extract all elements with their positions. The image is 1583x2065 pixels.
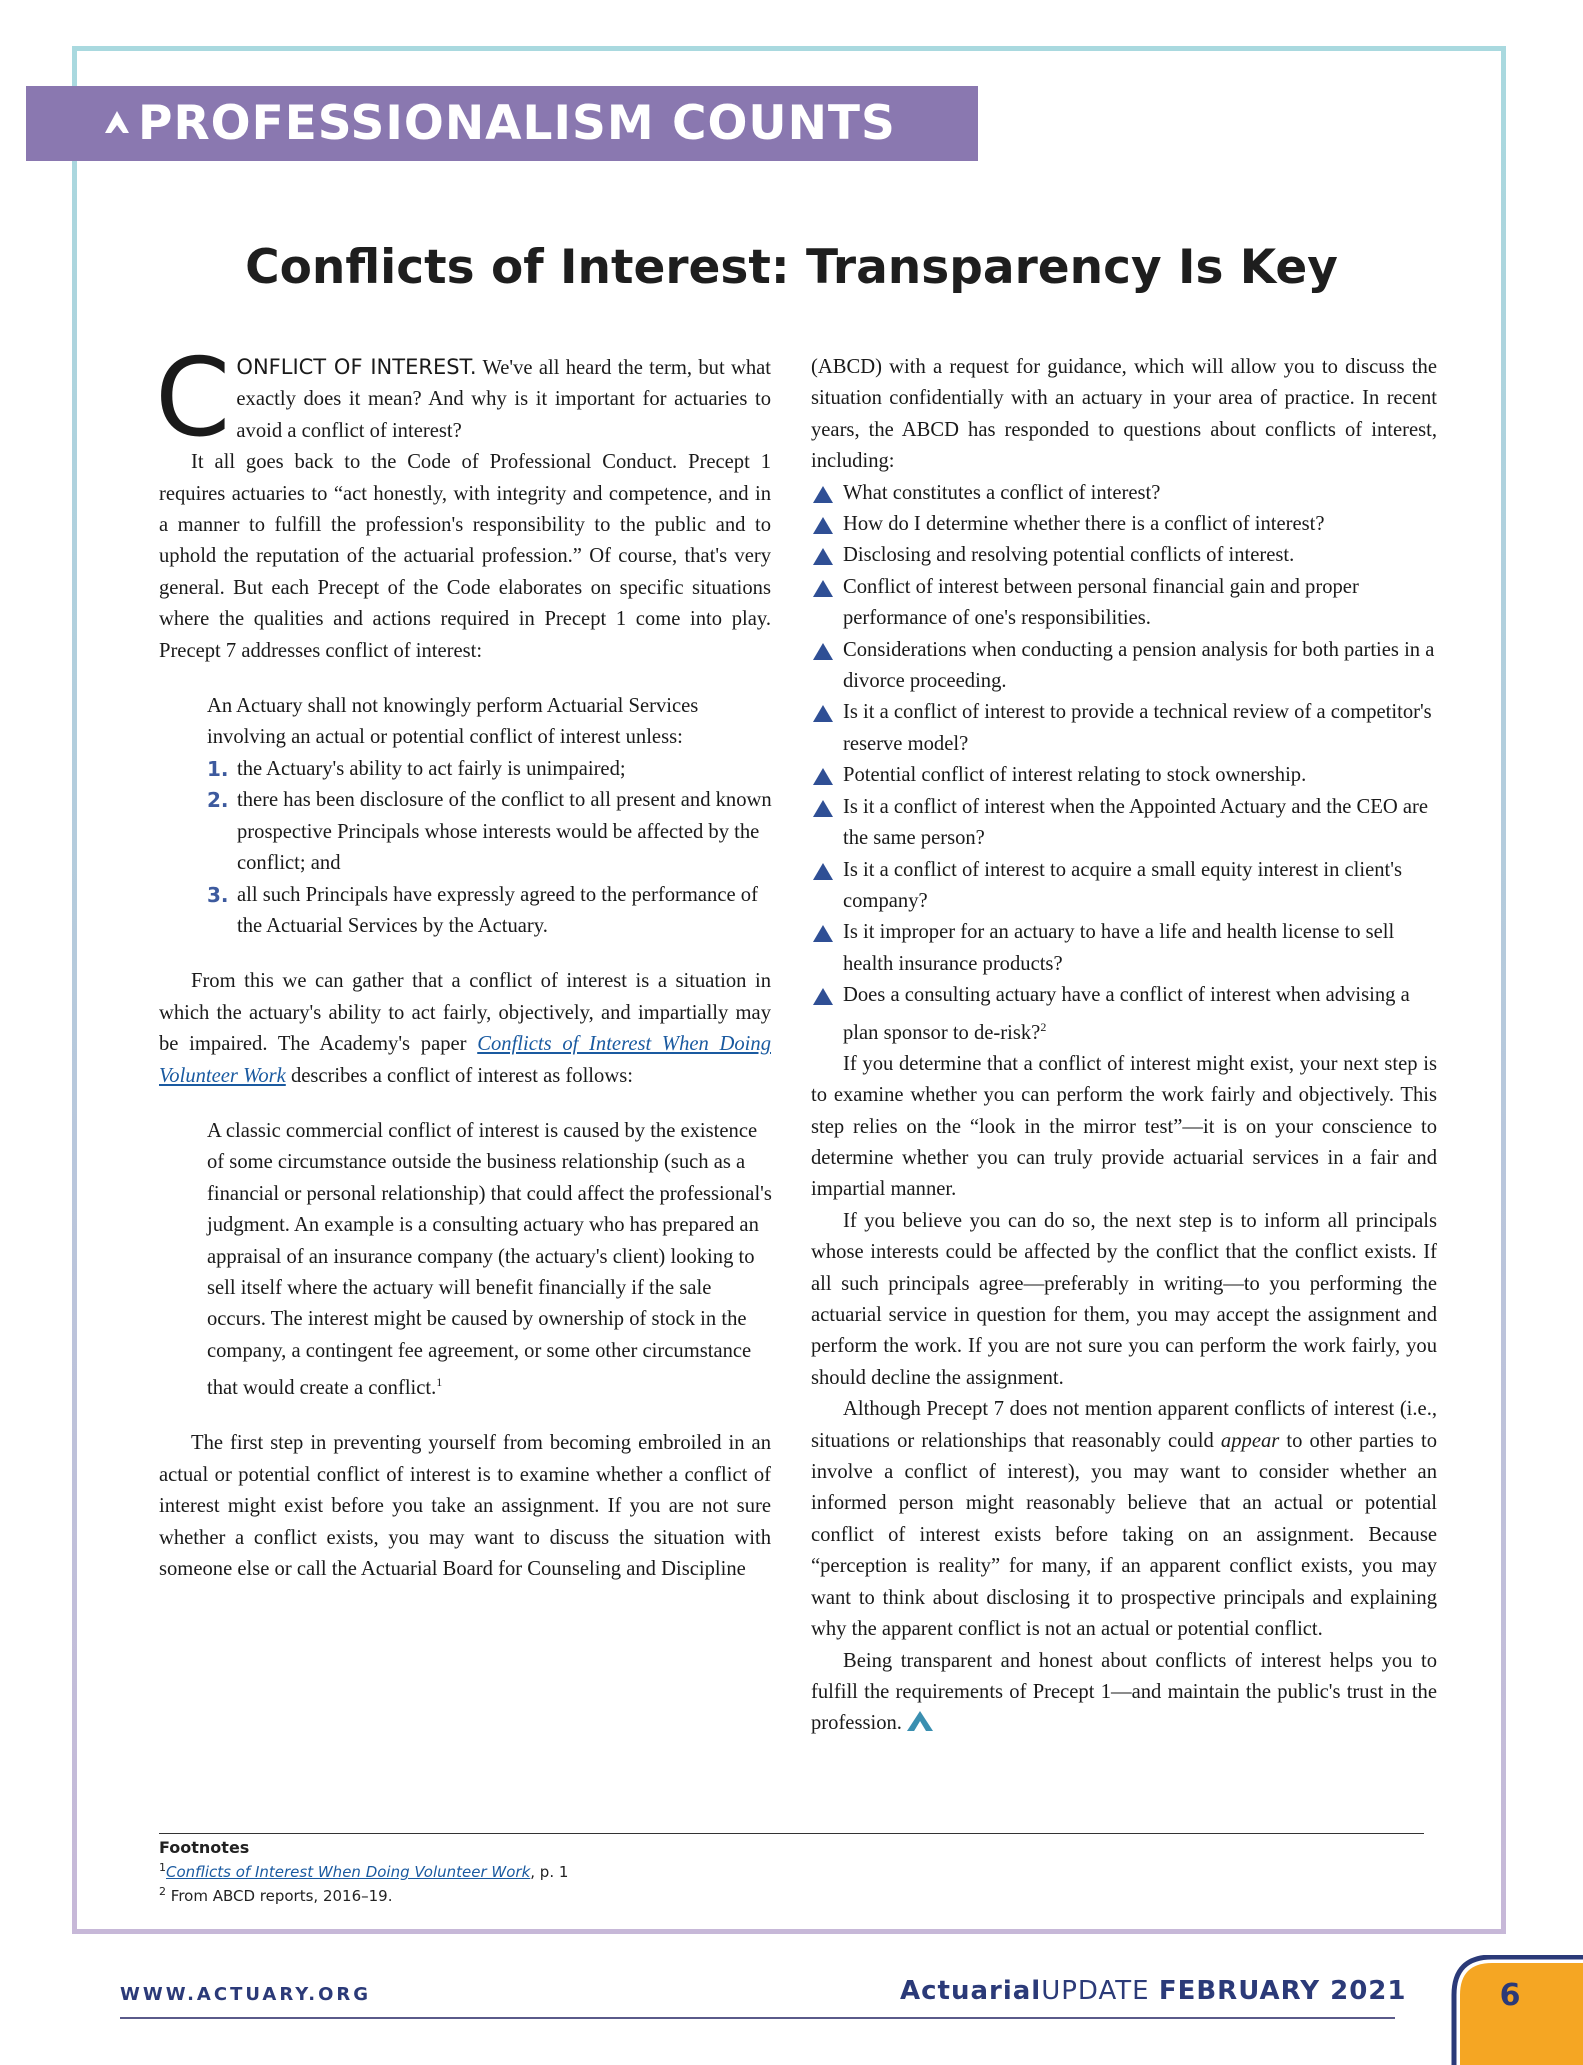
footnote-divider: [159, 1833, 1424, 1834]
item-text: Considerations when conducting a pension analysis for both parties in a divorce proceeding.: [843, 638, 1435, 693]
article-title: Conflicts of Interest: Transparency Is Key: [245, 240, 1338, 295]
triangle-bullet-icon: [813, 863, 833, 880]
item-text: Is it improper for an actuary to have a life and health license to sell health insurance products?: [843, 921, 1395, 975]
triangle-bullet-icon: [813, 800, 833, 817]
triangle-bullet-icon: [813, 548, 833, 565]
list-item: [207, 754, 773, 785]
text: A classic commercial conflict of interest is caused by the existence of some circumstance outside the business relationship (such as a financial or personal relationship) that could affect the professional's judgment. An example is a consulting actuary who has prepared an appraisal of an insurance company (the actuary's client) looking to sell itself where the actuary will benefit financially if the sale occurs. The interest might be caused by ownership of stock in the company, a contingent fee agreement, or some other circumstance that would create a conflict.: [207, 1119, 772, 1400]
item-text: Does a consulting actuary have a conflict of interest when advising a plan sponsor to de-risk?: [843, 984, 1410, 1044]
intro-text: We've all heard the term, but what exactly does it mean? And why is it important for actuaries to avoid a conflict of interest?: [236, 357, 771, 442]
text: describes a conflict of interest as follows:: [285, 1064, 633, 1087]
list-item: [811, 855, 1437, 918]
item-number: 1.: [207, 756, 229, 781]
triangle-bullet-icon: [813, 988, 833, 1005]
footnote-ref: 1: [436, 1375, 443, 1390]
quote-intro: An Actuary shall not knowingly perform Actuarial Services involving an actual or potential conflict of interest unless:: [207, 695, 699, 749]
triangle-bullet-icon: [813, 768, 833, 785]
footnotes-heading: Footnotes: [159, 1838, 250, 1857]
left-column: [155, 336, 772, 1585]
item-text: the Actuary's ability to act fairly is unimpaired;: [237, 757, 626, 780]
item-text: Disclosing and resolving potential conflicts of interest.: [843, 544, 1295, 567]
text: Being transparent and honest about conflicts of interest helps you to fulfill the requirements of Precept 1—and maintain the public's trust in the profession.: [811, 1649, 1437, 1735]
paragraph: It all goes back to the Code of Professional Conduct. Precept 1 requires actuaries to “act honestly, with integrity and competence, and in a manner to fulfill the profession's responsibility to the public and to uphold the reputation of the actuarial profession.” Of course, that's very general. But each Precept of the Code elaborates on specific situations where the qualities and actions required in Precept 1 come into play. Precept 7 addresses conflict of interest:: [159, 451, 771, 662]
text: From this we can gather that a conflict of interest is a situation in which the actuary's ability to act fairly, objectively, and impartially may be impaired. The Academy's paper: [159, 970, 771, 1056]
drop-cap: C: [155, 336, 231, 461]
text: From ABCD reports, 2016–19.: [170, 1887, 393, 1905]
triangle-bullet-icon: [813, 705, 833, 722]
list-item: [207, 880, 773, 943]
triangle-bullet-icon: [813, 643, 833, 660]
footnote-number: 1: [159, 1861, 166, 1874]
precept-quote: [207, 691, 773, 942]
list-item: [811, 980, 1437, 1049]
item-text: Conflict of interest between personal financial gain and proper performance of one's responsibilities.: [843, 575, 1359, 630]
triangle-bullet-icon: [813, 517, 833, 534]
list-item: [811, 509, 1437, 540]
triangle-bullet-icon: [813, 486, 833, 503]
item-number: 2.: [207, 788, 229, 813]
triangle-bullet-icon: [813, 925, 833, 942]
item-text: all such Principals have expressly agreed to the performance of the Actuarial Services by the Actuary.: [237, 883, 758, 937]
item-text: there has been disclosure of the conflict to all present and known prospective Principals whose interests would be affected by the conflict; and: [237, 789, 772, 875]
paragraph: [159, 966, 771, 1092]
item-text: Potential conflict of interest relating to stock ownership.: [843, 764, 1307, 787]
list-item: [811, 760, 1437, 791]
emphasis: appear: [1220, 1429, 1280, 1452]
footnote-1: [159, 1858, 1159, 1882]
item-text: Is it a conflict of interest to provide a technical review of a competitor's reserve model?: [843, 701, 1432, 755]
list-item: [811, 792, 1437, 855]
volunteer-work-paper-link[interactable]: Conflicts of Interest When Doing Volunteer Work: [159, 1033, 771, 1087]
paragraph: [811, 1646, 1437, 1740]
mag-bold: Actuarial: [900, 1976, 1042, 2006]
section-banner: [26, 86, 978, 161]
footnote-2: [159, 1882, 1159, 1906]
list-item: [811, 478, 1437, 509]
quote-text: [207, 1116, 773, 1405]
page-number: 6: [1499, 1978, 1521, 2013]
list-item: [811, 540, 1437, 571]
list-item: [811, 635, 1437, 698]
precept-list: [207, 754, 773, 942]
list-item: [811, 917, 1437, 980]
intro-paragraph: [155, 336, 771, 461]
list-item: [811, 697, 1437, 760]
issue-date: FEBRUARY 2021: [1158, 1976, 1407, 2006]
paragraph: If you determine that a conflict of interest might exist, your next step is to examine whether you can perform the work fairly and objectively. This step relies on the “look in the mirror test”—it is on your conscience to determine whether you can truly provide actuarial services in a fair and impartial manner.: [811, 1052, 1437, 1201]
footnote-1-link[interactable]: Conflicts of Interest When Doing Volunteer Work: [166, 1863, 531, 1881]
right-column: [811, 352, 1437, 1740]
item-text: Is it a conflict of interest when the Appointed Actuary and the CEO are the same person?: [843, 795, 1429, 850]
paragraph: If you believe you can do so, the next step is to inform all principals whose interests could be affected by the conflict that the conflict exists. If all such principals agree—preferably in writing—to you performing the actuarial service in question for them, you may accept the assignment and perform the work. If you are not sure you can perform the work fairly, you should decline the assignment.: [811, 1209, 1437, 1389]
list-item: [207, 785, 773, 879]
academy-logo-icon: [102, 108, 132, 138]
footnote-ref: 2: [1040, 1019, 1047, 1034]
abcd-questions-list: [811, 478, 1437, 1049]
triangle-bullet-icon: [813, 580, 833, 597]
item-text: How do I determine whether there is a conflict of interest?: [843, 513, 1325, 536]
footnote-number: 2: [159, 1885, 166, 1898]
item-number: 3.: [207, 882, 229, 907]
paragraph: The first step in preventing yourself from becoming embroiled in an actual or potential conflict of interest is to examine whether a conflict of interest might exist before you take an assignment. If you are not sure whether a conflict exists, you may want to discuss the situation with someone else or call the Actuarial Board for Counseling and Discipline: [159, 1432, 771, 1581]
text: to other parties to involve a conflict of interest), you may want to consider whether an informed person might reasonably believe that an actual or potential conflict of interest exists before taking on an assignment. Because “perception is reality” for many, if an apparent conflict exists, you may want to think about disclosing it to prospective principals and explaining why the apparent conflict is not an actual or potential conflict.: [811, 1429, 1437, 1641]
text: , p. 1: [530, 1863, 569, 1881]
paragraph: (ABCD) with a request for guidance, which will allow you to discuss the situation confidentially with an actuary in your area of practice. In recent years, the ABCD has responded to questions about conflicts of interest, including:: [811, 356, 1437, 473]
paragraph: [811, 1394, 1437, 1645]
academy-quote: [207, 1116, 773, 1405]
list-item: [811, 572, 1437, 635]
footnotes: [159, 1838, 1159, 1906]
website-link[interactable]: WWW.ACTUARY.ORG: [120, 1984, 372, 2005]
publication-name: [900, 1976, 1406, 2006]
banner-title: PROFESSIONALISM COUNTS: [138, 96, 896, 151]
lead-in: ONFLICT OF INTEREST.: [236, 355, 477, 379]
mag-plain: UPDATE: [1041, 1976, 1150, 2006]
text: Although Precept 7 does not mention apparent conflicts of interest (i.e., situations or relationships that reasonably could: [811, 1398, 1437, 1452]
item-text: What constitutes a conflict of interest?: [843, 481, 1161, 504]
end-mark-icon: [906, 1710, 934, 1732]
footer-divider: [120, 2017, 1395, 2019]
item-text: Is it a conflict of interest to acquire a small equity interest in client's company?: [843, 858, 1402, 912]
